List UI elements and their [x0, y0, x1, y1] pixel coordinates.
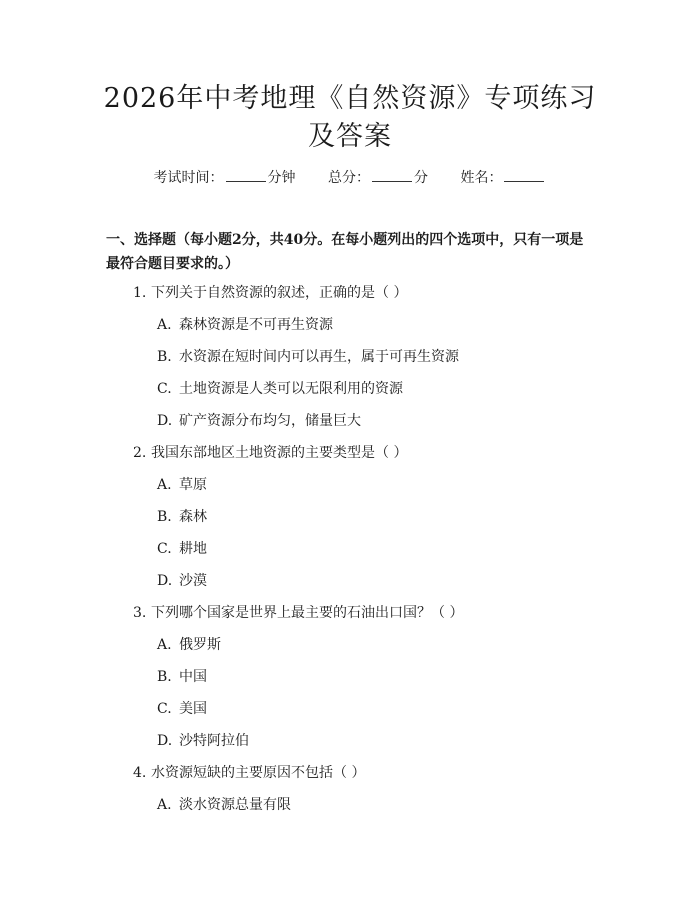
option-letter: D.	[157, 573, 173, 589]
option-d	[133, 725, 593, 757]
option-text: 美国	[179, 701, 207, 717]
option-letter: A.	[157, 477, 172, 493]
option-letter: B.	[157, 349, 172, 365]
total-score-unit: 分	[414, 170, 428, 186]
option-c	[133, 693, 593, 725]
option-a	[133, 469, 593, 501]
exam-info-line	[0, 168, 700, 188]
option-text: 俄罗斯	[179, 637, 221, 653]
option-a	[133, 629, 593, 661]
question-3	[133, 597, 593, 757]
exam-time-unit: 分钟	[267, 170, 296, 186]
question-number: 2.	[133, 445, 147, 461]
exam-time-field	[154, 168, 296, 188]
option-letter: C.	[157, 701, 172, 717]
question-stem	[133, 277, 593, 309]
option-letter: A.	[157, 797, 172, 813]
option-text: 水资源在短时间内可以再生，属于可再生资源	[179, 349, 459, 365]
option-letter: B.	[157, 509, 172, 525]
option-text: 沙漠	[179, 573, 207, 589]
question-stem	[133, 757, 593, 789]
option-b	[133, 341, 593, 373]
option-text: 淡水资源总量有限	[179, 797, 291, 813]
option-letter: B.	[157, 669, 172, 685]
option-c	[133, 533, 593, 565]
option-letter: A.	[157, 317, 172, 333]
question-stem	[133, 597, 593, 629]
option-c	[133, 373, 593, 405]
option-d	[133, 405, 593, 437]
option-d	[133, 565, 593, 597]
question-number: 4.	[133, 765, 147, 781]
option-text: 土地资源是人类可以无限利用的资源	[179, 381, 403, 397]
option-text: 森林资源是不可再生资源	[179, 317, 333, 333]
section-heading: 一、选择题（每小题2分，共40分。在每小题列出的四个选项中，只有一项是最符合题目要求的。）	[106, 232, 584, 272]
option-letter: A.	[157, 637, 172, 653]
student-name-blank	[504, 169, 544, 182]
option-letter: C.	[157, 541, 172, 557]
question-text: 水资源短缺的主要原因不包括（ ）	[151, 765, 366, 781]
document-title: 2026年中考地理《自然资源》专项练习及答案	[103, 83, 597, 152]
question-number: 3.	[133, 605, 147, 621]
option-a	[133, 309, 593, 341]
option-letter: D.	[157, 733, 173, 749]
option-text: 矿产资源分布均匀，储量巨大	[179, 413, 361, 429]
total-score-label: 总分：	[328, 170, 370, 186]
option-a	[133, 789, 593, 821]
question-text: 下列关于自然资源的叙述，正确的是（ ）	[151, 285, 408, 301]
total-score-field	[328, 168, 428, 188]
student-name-field	[460, 168, 546, 188]
question-text: 下列哪个国家是世界上最主要的石油出口国？（ ）	[151, 605, 464, 621]
total-score-blank	[372, 169, 412, 182]
option-b	[133, 661, 593, 693]
option-letter: C.	[157, 381, 172, 397]
exam-time-label: 考试时间：	[153, 170, 224, 186]
student-name-label: 姓名：	[460, 170, 503, 186]
question-list	[133, 277, 593, 821]
question-number: 1.	[133, 285, 147, 301]
option-text: 草原	[179, 477, 207, 493]
question-stem	[133, 437, 593, 469]
option-text: 森林	[179, 509, 207, 525]
question-2	[133, 437, 593, 597]
question-text: 我国东部地区土地资源的主要类型是（ ）	[151, 445, 408, 461]
option-text: 中国	[179, 669, 207, 685]
exam-time-blank	[226, 169, 266, 182]
option-b	[133, 501, 593, 533]
question-4	[133, 757, 593, 821]
option-letter: D.	[157, 413, 173, 429]
option-text: 耕地	[179, 541, 207, 557]
question-1	[133, 277, 593, 437]
option-text: 沙特阿拉伯	[179, 733, 249, 749]
